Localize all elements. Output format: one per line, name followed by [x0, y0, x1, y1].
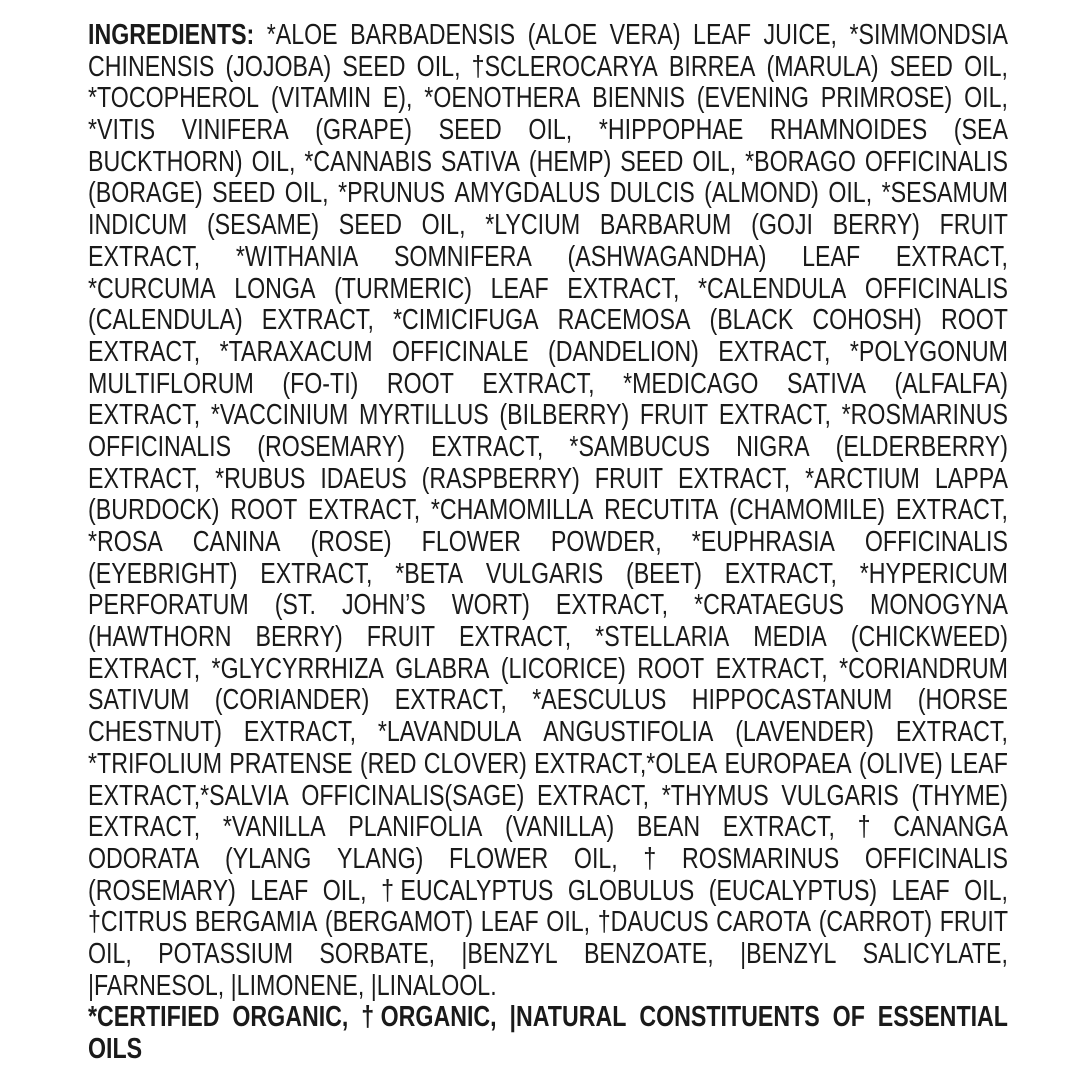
- word: BERRY): [832, 209, 920, 242]
- word: LEAF: [490, 272, 549, 305]
- word: EXTRACT,: [88, 399, 201, 432]
- word: †CITRUS: [88, 906, 188, 939]
- word: (CORIANDER): [214, 684, 370, 717]
- word: OFFICINALIS(SAGE): [301, 779, 525, 812]
- word: (BURDOCK): [88, 494, 220, 527]
- word: PRIMROSE): [820, 82, 953, 115]
- ingredients-line-8: [88, 242, 1008, 274]
- word: OILS: [88, 1033, 143, 1065]
- word: PRATENSE: [229, 747, 353, 780]
- word: *STELLARIA: [595, 621, 730, 654]
- word: (SESAME): [206, 209, 320, 242]
- word: † EUCALYPTUS: [381, 874, 554, 907]
- word: CAROTA: [716, 906, 812, 939]
- word: SEED: [212, 177, 276, 210]
- word: ROSMARINUS: [681, 842, 840, 875]
- word: (LICORICE): [500, 652, 626, 685]
- word: (ROSEMARY): [88, 874, 236, 907]
- word: FRUIT: [939, 209, 1008, 242]
- word: BARBADENSIS: [350, 19, 516, 51]
- ingredients-line-11: [88, 337, 1008, 369]
- word: EXTRACT,: [678, 462, 791, 495]
- word: *WITHANIA: [235, 240, 359, 273]
- word: (SEA: [953, 114, 1008, 147]
- word: EXTRACT,: [555, 589, 669, 622]
- word: BEAN: [636, 811, 701, 844]
- word: (ALMOND): [704, 177, 819, 210]
- ingredients-line-9: [88, 274, 1008, 306]
- word: EXTRACT,: [722, 811, 835, 844]
- word: OIL,: [692, 145, 737, 178]
- word: VULGARIS: [781, 779, 899, 812]
- word: VULGARIS: [485, 557, 604, 590]
- word: INDICUM: [88, 209, 188, 242]
- word: BARBARUM: [599, 209, 732, 242]
- word: BERRY): [255, 621, 343, 654]
- word: SEED: [889, 50, 953, 83]
- ingredients-line-15: [88, 464, 1008, 496]
- word: EXTRACT,: [88, 811, 201, 844]
- ingredients-line-10: [88, 305, 1008, 337]
- word: (GRAPE): [315, 114, 412, 147]
- word: FRUIT: [639, 399, 709, 432]
- word: OFFICINALIS: [864, 842, 1008, 875]
- word: CANINA: [192, 526, 281, 558]
- word: (RED: [359, 747, 417, 780]
- word: FRUIT: [939, 906, 1008, 939]
- word: RHAMNOIDES: [769, 114, 928, 147]
- ingredients-line-19: [88, 590, 1008, 622]
- ingredients-line-25: [88, 781, 1008, 813]
- word: HIPPOCASTANUM: [691, 684, 893, 717]
- word: *BORAGO: [745, 145, 856, 178]
- ingredients-line-26: [88, 812, 1008, 844]
- word: EXTRACT,: [88, 462, 201, 495]
- word: *HYPERICUM: [859, 557, 1008, 590]
- word: *SESAMUM: [881, 177, 1008, 210]
- word: *VANILLA: [222, 811, 326, 844]
- word: (BORAGE): [88, 177, 203, 210]
- ingredients-line-13: [88, 400, 1008, 432]
- word: EXTRACT,: [895, 240, 1008, 273]
- word: OIL,: [251, 145, 296, 178]
- word: GLOBULUS: [567, 874, 695, 907]
- word: EXTRACT,: [431, 430, 544, 463]
- word: YLANG): [336, 842, 424, 875]
- word: CANANGA: [893, 811, 1008, 844]
- word: EXTRACT,: [536, 779, 650, 812]
- word: VINIFERA: [181, 114, 289, 147]
- word: (ALOE: [527, 19, 598, 51]
- word: *POLYGONUM: [849, 335, 1008, 368]
- word: GLABRA: [395, 652, 490, 685]
- word: EXTRACT,: [88, 335, 201, 368]
- word: EXTRACT,: [394, 684, 507, 717]
- word: PERFORATUM: [88, 589, 249, 622]
- word: SEED: [342, 50, 406, 83]
- word: (BILBERRY): [499, 399, 630, 432]
- word: (ST.: [274, 589, 316, 622]
- word: IDAEUS: [320, 462, 407, 495]
- word: EXTRACT,: [715, 652, 828, 685]
- word: MONOGYNA: [870, 589, 1008, 622]
- word: BERGAMIA: [194, 906, 318, 939]
- word: MULTIFLORUM: [88, 367, 254, 400]
- word: OIL,: [528, 114, 573, 147]
- word: RACEMOSA: [557, 304, 691, 337]
- word: *RUBUS: [215, 462, 306, 495]
- word: *CANNABIS: [304, 145, 432, 178]
- ingredients-line-5: [88, 147, 1008, 179]
- word: LEAF: [693, 19, 752, 51]
- ingredients-line-31: [88, 971, 1008, 1003]
- word: FLOWER: [449, 842, 549, 875]
- word: OIL,: [828, 177, 873, 210]
- word: *CIMICIFUGA: [392, 304, 539, 337]
- word: EXTRACT,*SALVIA: [88, 779, 289, 812]
- word: OF: [832, 1001, 865, 1034]
- word: EXTRACT,: [895, 494, 1008, 527]
- word: *LYCIUM: [485, 209, 581, 242]
- word: (EUCALYPTUS): [708, 874, 878, 907]
- word: EXTRACT,: [718, 335, 831, 368]
- ingredients-line-22: [88, 685, 1008, 717]
- word: OFFICINALIS: [864, 526, 1008, 558]
- word: WORT): [451, 589, 530, 622]
- word: *GLYCYRRHIZA: [211, 652, 384, 685]
- word: COHOSH): [812, 304, 922, 337]
- word: LEAF: [949, 747, 1008, 780]
- word: E),: [382, 82, 413, 115]
- word: RECUTITA: [604, 494, 719, 527]
- word: SATIVA: [440, 145, 520, 178]
- ingredients-line-21: [88, 654, 1008, 686]
- word: SORBATE,: [319, 937, 436, 970]
- word: INGREDIENTS:: [88, 19, 255, 51]
- word: OIL,: [964, 82, 1008, 115]
- word: MYRTILLUS: [358, 399, 489, 432]
- word: *CORIANDRUM: [839, 652, 1008, 685]
- ingredients-line-7: [88, 210, 1008, 242]
- word: *CRATAEGUS: [694, 589, 845, 622]
- word: PLANIFOLIA: [348, 811, 483, 844]
- word: EXTRACT,: [261, 304, 374, 337]
- word: BUCKTHORN): [88, 145, 243, 178]
- word: VERA): [609, 19, 681, 51]
- word: (HORSE: [917, 684, 1008, 717]
- word: OIL,: [421, 209, 466, 242]
- word: *EUPHRASIA: [691, 526, 835, 558]
- word: *ALOE: [266, 19, 338, 51]
- word: CHINENSIS: [88, 50, 215, 83]
- word: †DAUCUS: [597, 906, 709, 939]
- ingredients-line-16: [88, 495, 1008, 527]
- word: |NATURAL: [509, 1001, 627, 1034]
- word: OFFICINALIS: [88, 430, 232, 463]
- word: EXTRACT,: [88, 652, 201, 685]
- word: *PRUNUS: [338, 177, 446, 210]
- word: (HAWTHORN: [88, 621, 232, 654]
- word: OFFICINALIS: [864, 272, 1008, 305]
- word: (FO-TI): [282, 367, 359, 400]
- footnote-line-1: [88, 1002, 1008, 1034]
- word: EXTRACT,: [308, 494, 421, 527]
- ingredients-line-12: [88, 369, 1008, 401]
- word: OIL,: [284, 177, 329, 210]
- ingredients-line-28: [88, 876, 1008, 908]
- word: |LINALOOL.: [370, 969, 497, 1002]
- word: (VITAMIN: [270, 82, 371, 115]
- word: OFFICINALIS: [864, 145, 1008, 178]
- word: OIL,: [546, 906, 591, 939]
- word: EXTRACT,: [724, 557, 837, 590]
- word: CONSTITUENTS: [639, 1001, 820, 1034]
- word: BIRREA: [668, 50, 756, 83]
- word: ORGANIC,: [232, 1001, 349, 1034]
- word: ODORATA: [88, 842, 200, 875]
- word: (BEET): [625, 557, 703, 590]
- word: EXTRACT,: [243, 716, 357, 749]
- word: EXTRACT,: [459, 621, 572, 654]
- word: *VACCINIUM: [210, 399, 349, 432]
- ingredients-line-4: [88, 115, 1008, 147]
- word: (ROSEMARY): [257, 430, 406, 463]
- word: ROOT: [386, 367, 454, 400]
- word: *SIMMONDSIA: [849, 19, 1008, 51]
- word: † ORGANIC,: [361, 1001, 497, 1034]
- word: (HEMP): [528, 145, 612, 178]
- word: SEED: [438, 114, 502, 147]
- word: ROOT: [637, 652, 705, 685]
- word: FLOWER: [421, 526, 521, 558]
- word: (MARULA): [766, 50, 879, 83]
- word: (GOJI: [751, 209, 813, 242]
- word: *AESCULUS: [532, 684, 667, 717]
- word: LAPPA: [934, 462, 1008, 495]
- word: *LAVANDULA: [377, 716, 522, 749]
- word: (CALENDULA): [88, 304, 243, 337]
- word: †: [857, 811, 871, 844]
- word: JOHN’S: [341, 589, 426, 622]
- word: EXTRACT,: [567, 272, 680, 305]
- word: DULCIS: [609, 177, 695, 210]
- word: *ARCTIUM: [805, 462, 920, 495]
- word: LEAF: [891, 874, 950, 907]
- word: SEED: [338, 209, 402, 242]
- word: POWDER,: [550, 526, 662, 558]
- word: EXTRACT,: [895, 716, 1008, 749]
- word: (DANDELION): [548, 335, 699, 368]
- word: EXTRACT,*OLEA: [534, 747, 718, 780]
- word: *OENOTHERA: [424, 82, 581, 115]
- word: EXTRACT,: [260, 557, 373, 590]
- ingredients-line-30: [88, 939, 1008, 971]
- word: *ROSMARINUS: [841, 399, 1008, 432]
- word: EXTRACT,: [718, 399, 831, 432]
- word: *TOCOPHEROL: [88, 82, 260, 115]
- word: (BLACK: [709, 304, 794, 337]
- word: *CALENDULA: [698, 272, 847, 305]
- word: †SCLEROCARYA: [471, 50, 658, 83]
- word: |LIMONENE,: [230, 969, 365, 1002]
- ingredients-line-20: [88, 622, 1008, 654]
- word: (CHICKWEED): [850, 621, 1008, 654]
- word: OIL,: [964, 874, 1008, 907]
- word: SATIVA: [786, 367, 867, 400]
- ingredients-line-17: [88, 527, 1008, 559]
- word: (ALFALFA): [894, 367, 1008, 400]
- word: (LAVENDER): [735, 716, 874, 749]
- ingredients-line-27: [88, 844, 1008, 876]
- word: AMYGDALUS: [454, 177, 601, 210]
- ingredients-line-14: [88, 432, 1008, 464]
- word: |BENZYL: [461, 937, 558, 970]
- word: FRUIT: [366, 621, 436, 654]
- word: SALICYLATE,: [862, 937, 1008, 970]
- word: *HIPPOPHAE: [598, 114, 744, 147]
- word: |FARNESOL,: [88, 969, 225, 1002]
- word: (VANILLA): [505, 811, 615, 844]
- word: *CERTIFIED: [88, 1001, 220, 1034]
- word: (ROSE): [310, 526, 392, 558]
- word: (YLANG: [224, 842, 312, 875]
- word: (ASHWAGANDHA): [567, 240, 767, 273]
- word: SATIVUM: [88, 684, 190, 717]
- word: (THYME): [911, 779, 1008, 812]
- word: SEED: [620, 145, 684, 178]
- word: LEAF: [250, 874, 309, 907]
- word: BENZOATE,: [583, 937, 714, 970]
- word: *TRIFOLIUM: [88, 747, 223, 780]
- word: *BETA: [395, 557, 464, 590]
- word: ROOT: [940, 304, 1008, 337]
- word: ANGUSTIFOLIA: [543, 716, 714, 749]
- word: POTASSIUM: [158, 937, 294, 970]
- word: (OLIVE): [858, 747, 943, 780]
- word: (ELDERBERRY): [835, 430, 1008, 463]
- word: *ROSA: [88, 526, 163, 558]
- word: *TARAXACUM: [219, 335, 373, 368]
- word: (EYEBRIGHT): [88, 557, 238, 590]
- word: OIL,: [88, 937, 132, 970]
- ingredients-line-24: [88, 749, 1008, 781]
- word: LEAF: [802, 240, 861, 273]
- word: (EVENING: [696, 82, 809, 115]
- word: (TURMERIC): [334, 272, 472, 305]
- ingredients-line-3: [88, 83, 1008, 115]
- word: JUICE,: [763, 19, 837, 51]
- word: |BENZYL: [740, 937, 837, 970]
- word: OFFICINALE: [391, 335, 529, 368]
- word: (CARROT): [818, 906, 933, 939]
- footnote-line-2: [88, 1034, 1008, 1066]
- ingredients-line-29: [88, 907, 1008, 939]
- word: MEDIA: [753, 621, 827, 654]
- word: EXTRACT,: [482, 367, 595, 400]
- word: LEAF: [480, 906, 539, 939]
- word: SOMNIFERA: [393, 240, 532, 273]
- word: OIL,: [964, 50, 1008, 83]
- word: LONGA: [234, 272, 316, 305]
- ingredients-line-6: [88, 178, 1008, 210]
- word: OIL,: [573, 842, 618, 875]
- word: ESSENTIAL: [877, 1001, 1008, 1034]
- ingredients-line-2: [88, 52, 1008, 84]
- word: *CHAMOMILLA: [430, 494, 594, 527]
- word: †: [643, 842, 657, 875]
- ingredients-line-1: [88, 20, 1008, 52]
- word: BIENNIS: [592, 82, 685, 115]
- word: *MEDICAGO: [623, 367, 759, 400]
- ingredients-label: [88, 20, 1008, 1066]
- word: EXTRACT,: [88, 240, 201, 273]
- word: (CHAMOMILE): [729, 494, 886, 527]
- word: (BERGAMOT): [324, 906, 474, 939]
- word: NIGRA: [736, 430, 810, 463]
- word: (JOJOBA): [225, 50, 332, 83]
- word: ROOT: [230, 494, 298, 527]
- word: CLOVER): [423, 747, 527, 780]
- word: *CURCUMA: [88, 272, 216, 305]
- word: OIL,: [416, 50, 461, 83]
- word: EUROPAEA: [724, 747, 852, 780]
- word: OIL,: [322, 874, 367, 907]
- ingredients-line-18: [88, 559, 1008, 591]
- word: FRUIT: [594, 462, 664, 495]
- word: *THYMUS: [661, 779, 769, 812]
- word: *VITIS: [88, 114, 156, 147]
- word: CHESTNUT): [88, 716, 223, 749]
- word: (RASPBERRY): [421, 462, 580, 495]
- word: *SAMBUCUS: [569, 430, 710, 463]
- ingredients-line-23: [88, 717, 1008, 749]
